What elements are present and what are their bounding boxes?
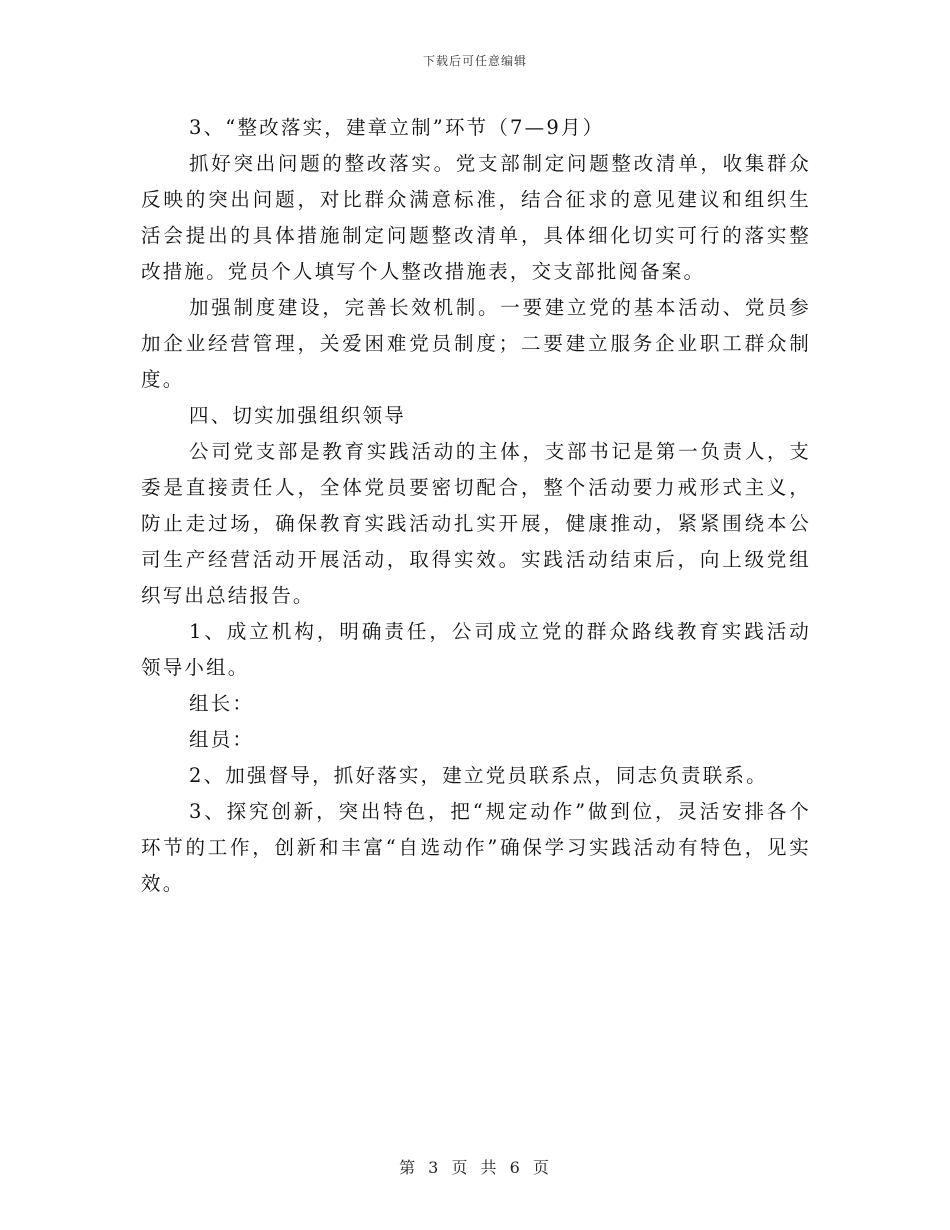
document-body — [141, 110, 811, 902]
section-heading-leadership: 四、切实加强组织领导 — [189, 404, 407, 427]
paragraph-innovation: 3、探究创新，突出特色，把“规定动作”做到位，灵活安排各个环节的工作，创新和丰富“自选动作”确保学习实践活动有特色，见实效。 — [141, 800, 811, 895]
paragraph-leadership: 公司党支部是教育实践活动的主体，支部书记是第一负责人，支委是直接责任人，全体党员要密切配合，整个活动要力戒形式主义，防止走过场，确保教育实践活动扎实开展，健康推动，紧紧围绕本公司生产经营活动开展活动，取得实效。实践活动结束后，向上级党组织写出总结报告。 — [141, 440, 811, 607]
paragraph-supervision: 2、加强督导，抓好落实，建立党员联系点，同志负责联系。 — [189, 764, 768, 787]
page-header: 下载后可任意编辑 — [422, 54, 527, 68]
paragraph-group-leader: 组长： — [189, 692, 255, 715]
paragraph-rectification: 抓好突出问题的整改落实。党支部制定问题整改清单，收集群众反映的突出问题，对比群众满意标准，结合征求的意见建议和组织生活会提出的具体措施制定问题整改清单，具体细化切实可行的落实整改措施。党员个人填写个人整改措施表，交支部批阅备案。 — [141, 152, 811, 283]
paragraph-establish-organization: 1、成立机构，明确责任，公司成立党的群众路线教育实践活动领导小组。 — [141, 620, 811, 679]
page-number: 第 3 页 共 6 页 — [399, 1158, 551, 1177]
paragraph-system-building: 加强制度建设，完善长效机制。一要建立党的基本活动、党员参加企业经营管理，关爱困难党员制度；二要建立服务企业职工群众制度。 — [141, 296, 811, 391]
section-heading-rectification: 3、“整改落实，建章立制”环节（7—9月） — [189, 116, 605, 139]
paragraph-group-members: 组员： — [189, 728, 255, 751]
